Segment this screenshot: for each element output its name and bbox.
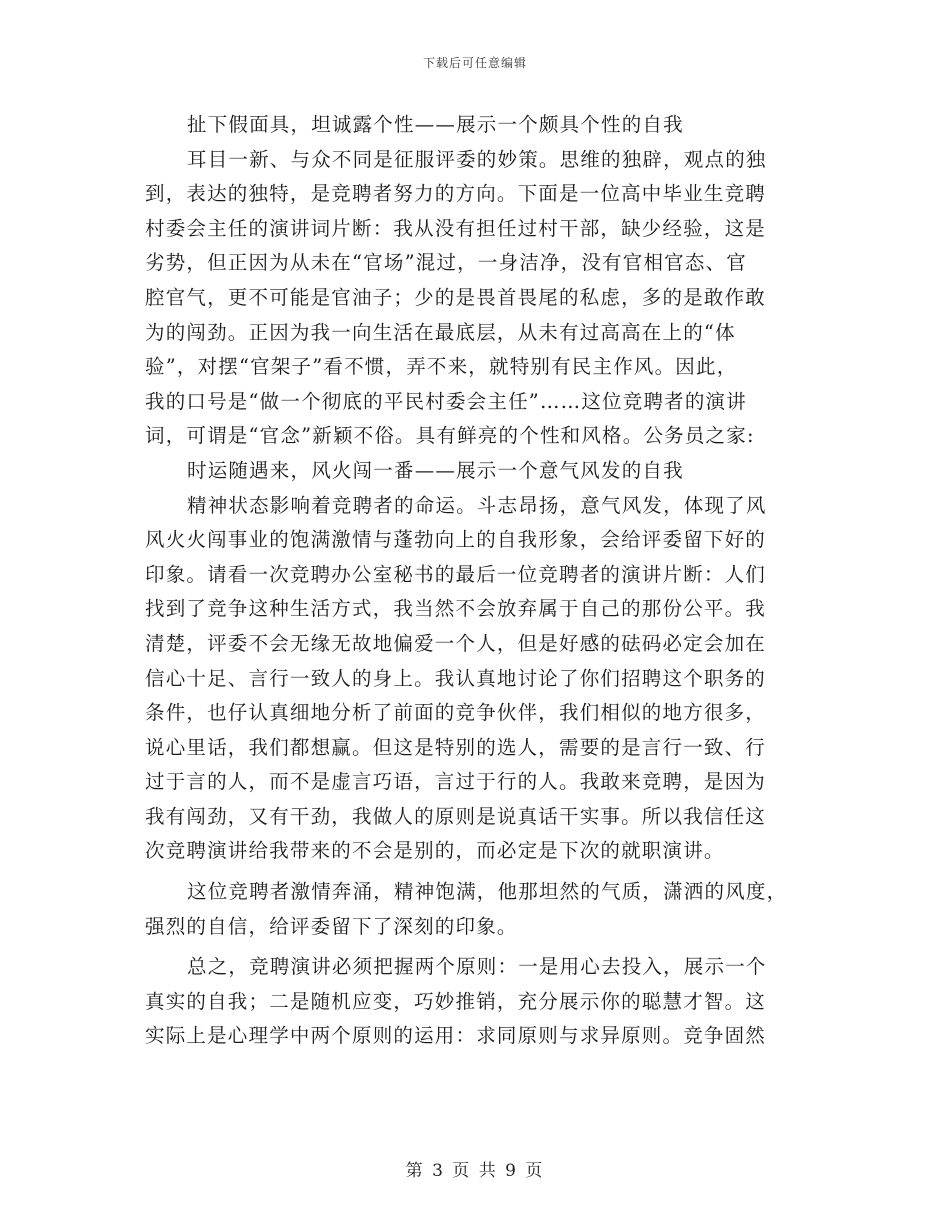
paragraph-line: 次竞聘演讲给我带来的不会是别的，而必定是下次的就职演讲。 xyxy=(145,839,725,863)
paragraph-line: 验”，对摆“官架子”看不惯，弄不来，就特别有民主作风。因此， xyxy=(145,355,738,379)
section-heading-1: 扯下假面具，坦诚露个性——展示一个颇具个性的自我 xyxy=(187,113,684,136)
paragraph-line: 这位竞聘者激情奔涌，精神饱满，他那坦然的气质，潇洒的风度， xyxy=(187,880,788,904)
paragraph-line: 过于言的人，而不是虚言巧语，言过于行的人。我敢来竞聘，是因为 xyxy=(145,770,767,794)
header-note: 下载后可任意编辑 xyxy=(422,56,527,70)
paragraph-line: 实际上是心理学中两个原则的运用：求同原则与求异原则。竞争固然 xyxy=(145,1024,767,1048)
paragraph-line: 村委会主任的演讲词片断：我从没有担任过村干部，缺少经验，这是 xyxy=(145,216,767,240)
paragraph-line: 说心里话，我们都想赢。但这是特别的选人，需要的是言行一致、行 xyxy=(145,735,767,759)
paragraph-line: 印象。请看一次竞聘办公室秘书的最后一位竞聘者的演讲片断：人们 xyxy=(145,562,767,586)
paragraph-line: 信心十足、言行一致人的身上。我认真地讨论了你们招聘这个职务的 xyxy=(145,666,767,690)
paragraph-line: 我有闯劲，又有干劲，我做人的原则是说真话干实事。所以我信任这 xyxy=(145,804,767,828)
paragraph-line: 总之，竞聘演讲必须把握两个原则：一是用心去投入，展示一个 xyxy=(187,955,767,979)
paragraph-line: 精神状态影响着竞聘者的命运。斗志昂扬，意气风发，体现了风 xyxy=(187,493,767,517)
section-heading-2: 时运随遇来，风火闯一番——展示一个意气风发的自我 xyxy=(187,458,684,482)
paragraph-line: 到，表达的独特，是竞聘者努力的方向。下面是一位高中毕业生竞聘 xyxy=(145,182,767,206)
paragraph-line: 劣势，但正因为从未在“官场”混过，一身洁净，没有官相官态、官 xyxy=(145,251,747,275)
paragraph-line: 词，可谓是“官念”新颖不俗。具有鲜亮的个性和风格。公务员之家: xyxy=(145,424,755,448)
paragraph-line: 风火火闯事业的饱满激情与蓬勃向上的自我形象，会给评委留下好的 xyxy=(145,528,767,552)
paragraph-line: 条件，也仔认真细地分析了前面的竞争伙伴，我们相似的地方很多， xyxy=(145,701,767,725)
paragraph-line: 腔官气，更不可能是官油子；少的是畏首畏尾的私虑，多的是敢作敢 xyxy=(145,285,767,309)
paragraph-line: 真实的自我；二是随机应变，巧妙推销，充分展示你的聪慧才智。这 xyxy=(145,989,767,1013)
page-number: 第 3 页 共 9 页 xyxy=(405,1161,545,1181)
paragraph-line: 找到了竞争这种生活方式，我当然不会放弃属于自己的那份公平。我 xyxy=(145,597,767,621)
paragraph-line: 为的闯劲。正因为我一向生活在最底层，从未有过高高在上的“体 xyxy=(145,320,736,344)
paragraph-line: 耳目一新、与众不同是征服评委的妙策。思维的独辟，观点的独 xyxy=(187,147,767,171)
paragraph-line: 强烈的自信，给评委留下了深刻的印象。 xyxy=(145,914,518,938)
paragraph-line: 清楚，评委不会无缘无故地偏爱一个人，但是好感的砝码必定会加在 xyxy=(145,631,767,655)
document-body xyxy=(145,108,805,1054)
paragraph-line: 我的口号是“做一个彻底的平民村委会主任”……这位竞聘者的演讲 xyxy=(145,389,747,413)
